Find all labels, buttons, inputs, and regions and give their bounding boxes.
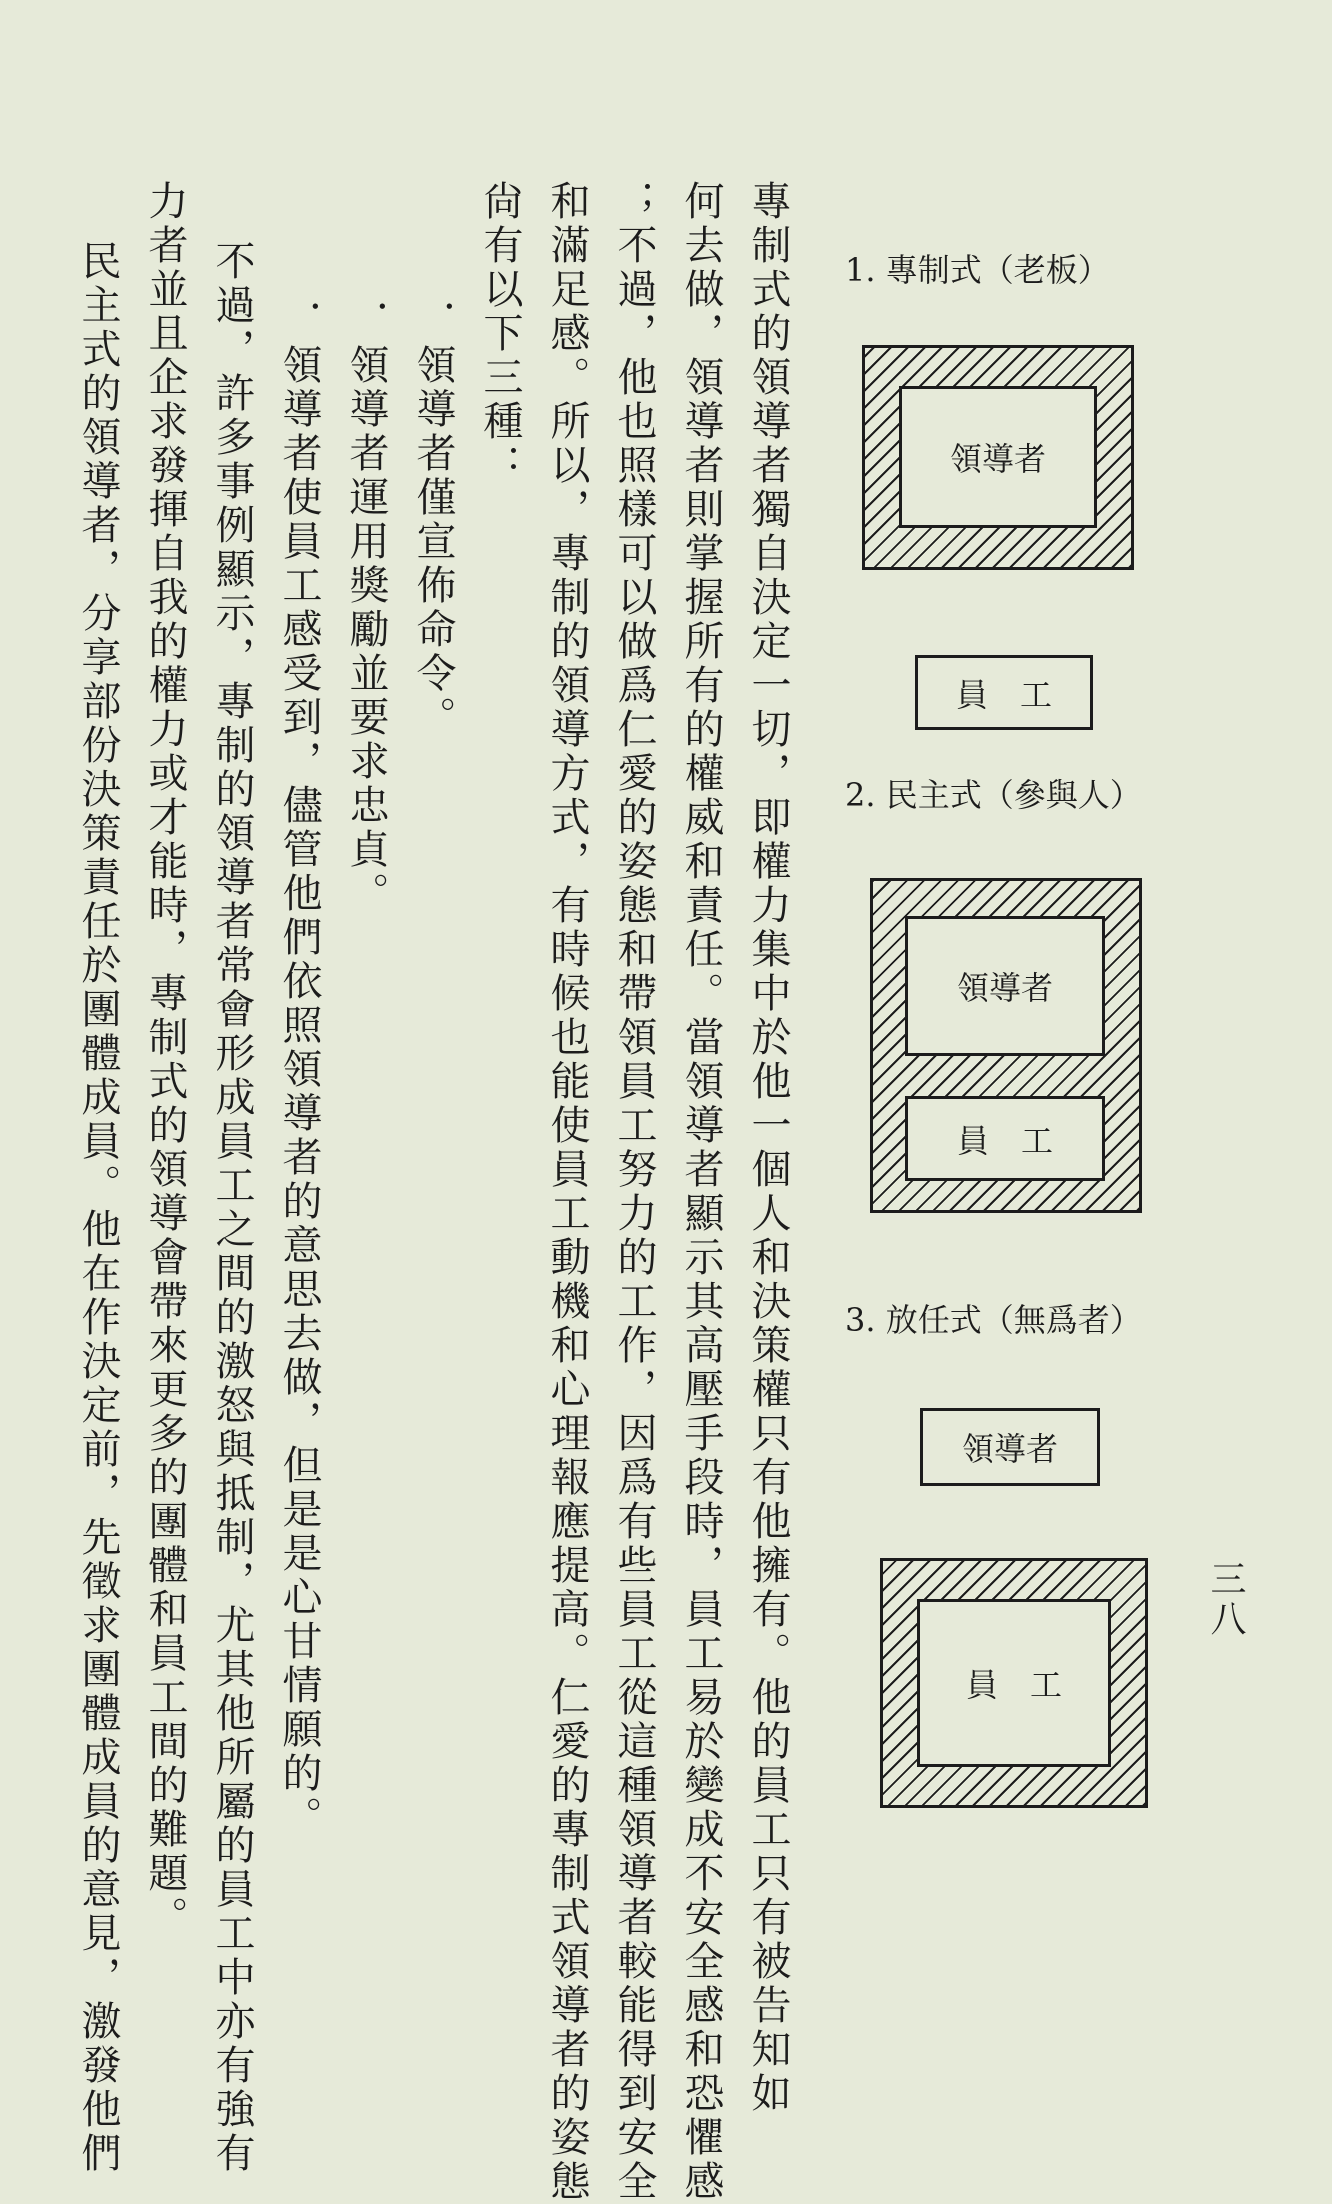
diagram-1-staff-box — [915, 655, 1093, 730]
diagram-3-leader-box — [920, 1408, 1100, 1486]
text-column-1: 專制式的領導者獨自決定一切，即權力集中於他一個人和決策權只有他擁有。他的員工只有被告知如 — [745, 180, 791, 2116]
diagram-1-leader-frame — [862, 345, 1134, 570]
text-column-11: 民主式的領導者，分享部份決策責任於團體成員。他在作決定前，先徵求團體成員的意見，激發他們 — [75, 240, 121, 2176]
text-column-5: 尙有以下三種： — [477, 180, 523, 488]
diagram-3-staff-frame — [880, 1558, 1148, 1808]
diagram-2-frame — [870, 878, 1142, 1213]
bullet-item-1: ．領導者僅宣佈命令。 — [410, 300, 456, 740]
text-column-2: 何去做，領導者則掌握所有的權威和責任。當領導者顯示其高壓手段時，員工易於變成不安全感和恐懼感 — [678, 180, 724, 2204]
diagram-2-leader-label: 領導者 — [956, 969, 1053, 1007]
diagram-1-staff-label: 員 工 — [955, 675, 1052, 714]
diagram-1-leader-box — [899, 386, 1097, 528]
text-column-9: 不過，許多事例顯示，專制的領導者常會形成員工之間的激怒與抵制，尤其他所屬的員工中亦有強有 — [209, 240, 255, 2176]
diagram-2-staff-label: 員 工 — [956, 1121, 1053, 1160]
diagram-3-staff-label: 員 工 — [965, 1666, 1062, 1704]
diagram-1-leader-label: 領導者 — [949, 440, 1046, 478]
diagram-3-staff-box — [917, 1599, 1111, 1767]
diagram-2-title: 2. 民主式（參與人） — [845, 776, 1142, 814]
bullet-item-2: ．領導者運用獎勵並要求忠貞。 — [343, 300, 389, 916]
bullet-item-3: ．領導者使員工感受到，儘管他們依照領導者的意思去做，但是是心甘情願的。 — [276, 300, 322, 1840]
diagram-3-title: 3. 放任式（無爲者） — [845, 1301, 1142, 1339]
text-column-3: ；不過，他也照樣可以做爲仁愛的姿態和帶領員工努力的工作，因爲有些員工從這種領導者較能得到安全 — [611, 180, 657, 2204]
text-column-10: 力者並且企求發揮自我的權力或才能時，專制式的領導會帶來更多的團體和員工間的難題。 — [142, 180, 188, 1940]
diagram-2-leader-box — [905, 916, 1105, 1056]
diagram-2-staff-box — [905, 1096, 1105, 1181]
text-column-4: 和滿足感。所以，專制的領導方式，有時候也能使員工動機和心理報應提高。仁愛的專制式領導者的姿態 — [544, 180, 590, 2204]
diagram-3-leader-label: 領導者 — [961, 1430, 1058, 1468]
page-number: 三八 — [1205, 1560, 1246, 1640]
diagram-1-title: 1. 專制式（老板） — [845, 251, 1110, 289]
